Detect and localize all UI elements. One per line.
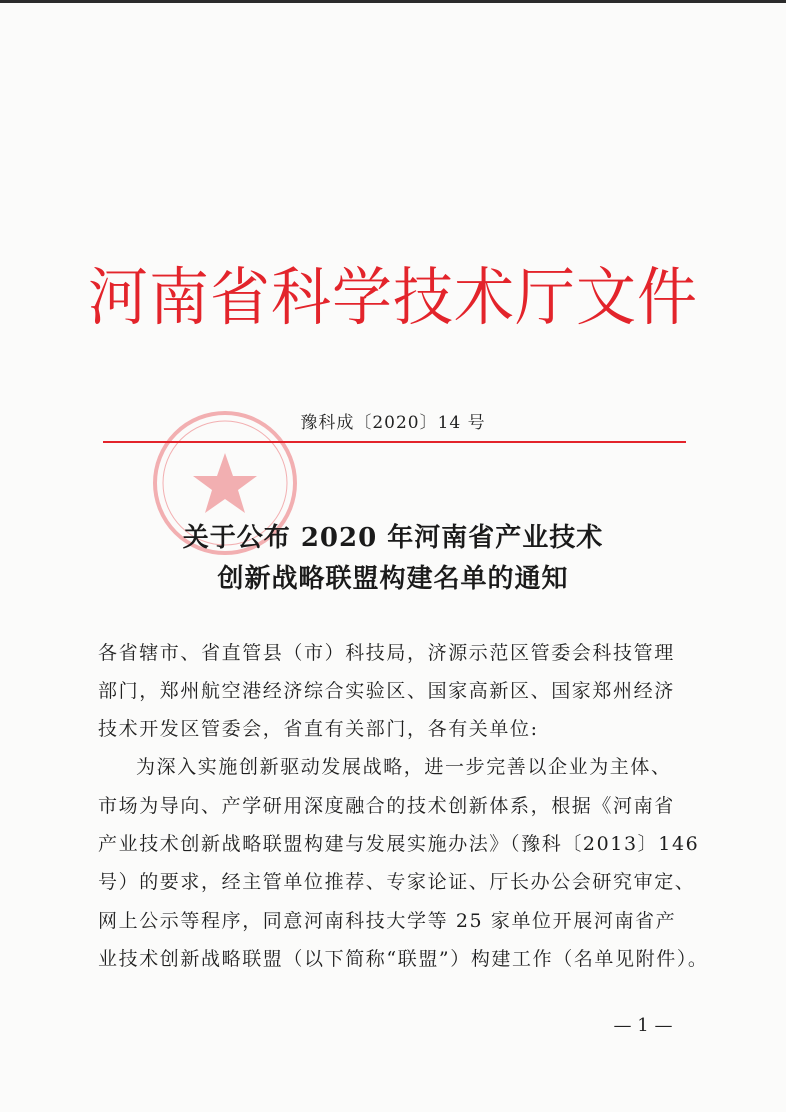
document-header-title: 河南省科学技术厅文件 xyxy=(88,261,698,335)
body-line: 网上公示等程序，同意河南科技大学等 25 家单位开展河南省产 xyxy=(98,910,677,932)
body-line: 为深入实施创新驱动发展战略，进一步完善以企业为主体、 xyxy=(136,756,672,778)
body-line: 市场为导向、产学研用深度融合的技术创新体系，根据《河南省 xyxy=(98,795,675,817)
notice-title-line-2: 创新战略联盟构建名单的通知 xyxy=(217,564,569,594)
page-top-edge xyxy=(0,0,786,3)
body-line: 业技术创新战略联盟（以下简称“联盟”）构建工作（名单见附件）。 xyxy=(98,948,709,970)
body-line: 号）的要求，经主管单位推荐、专家论证、厅长办公会研究审定、 xyxy=(98,871,696,893)
body-line: 各省辖市、省直管县（市）科技局，济源示范区管委会科技管理 xyxy=(98,642,675,664)
body-line: 部门，郑州航空港经济综合实验区、国家高新区、国家郑州经济 xyxy=(98,680,675,702)
document-number: 豫科成〔2020〕14 号 xyxy=(300,413,486,433)
notice-title-line-1: 关于公布 2020 年河南省产业技术 xyxy=(182,523,604,553)
body-line: 技术开发区管委会，省直有关部门，各有关单位: xyxy=(98,718,539,740)
page-number: — 1 — xyxy=(613,1015,673,1036)
body-line: 产业技术创新战略联盟构建与发展实施办法》（豫科〔2013〕146 xyxy=(98,833,700,855)
